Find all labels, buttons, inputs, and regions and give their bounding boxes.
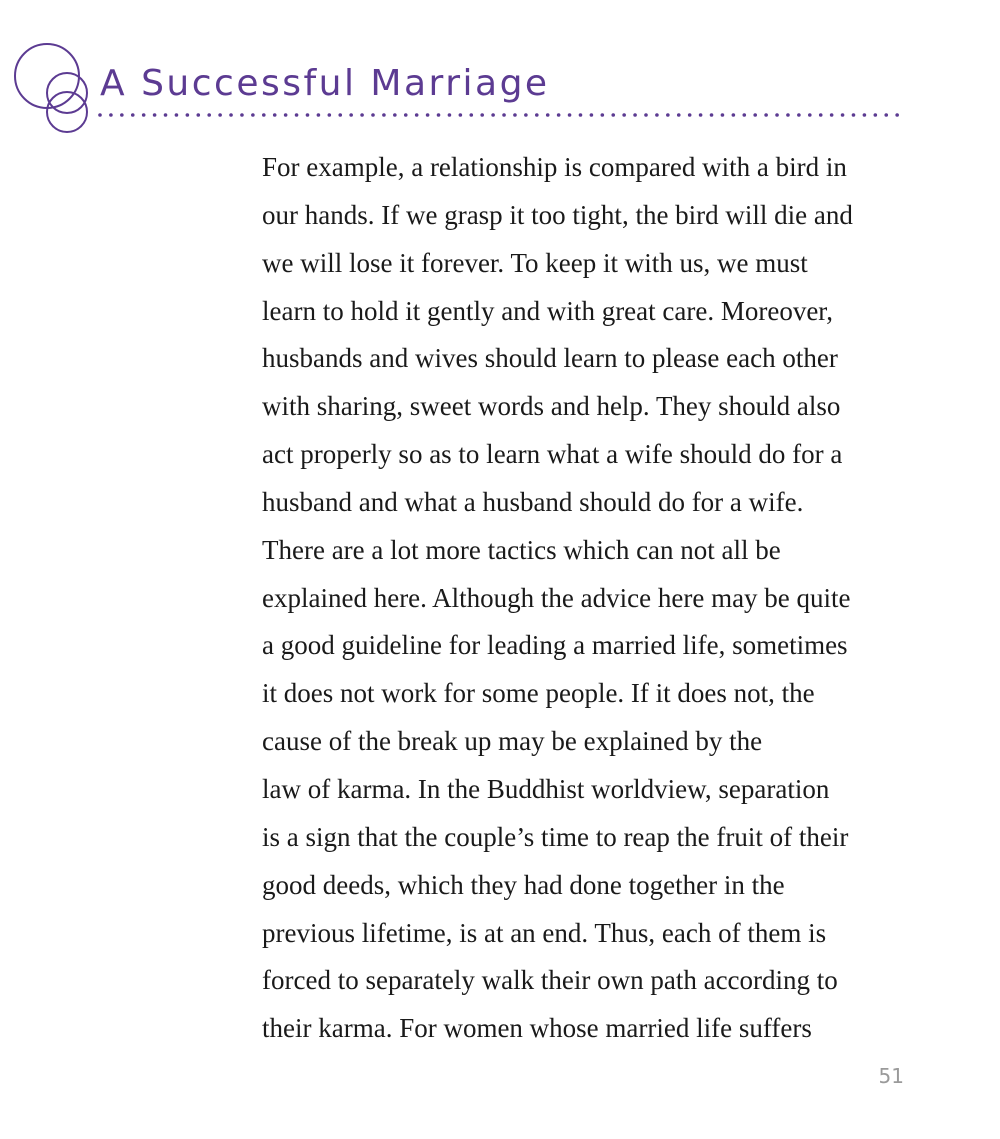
body-line: cause of the break up may be explained by the: [262, 726, 763, 757]
body-line: we will lose it forever. To keep it with us, we must: [262, 247, 808, 278]
body-line: There are a lot more tactics which can not all be: [262, 534, 781, 565]
body-line: previous lifetime, is at an end. Thus, each of them is: [262, 917, 827, 948]
body-line: learn to hold it gently and with great care. Moreover,: [262, 295, 833, 326]
body-line: with sharing, sweet words and help. They should also: [262, 391, 841, 422]
body-line: explained here. Although the advice here may be quite: [262, 582, 851, 613]
body-line: husband and what a husband should do for a wife.: [262, 486, 804, 517]
body-line: their karma. For women whose married life suffers: [262, 1013, 812, 1044]
body-line: law of karma. In the Buddhist worldview, separation: [262, 773, 830, 804]
body-paragraph: [262, 144, 922, 1053]
body-line: husbands and wives should learn to please each other: [262, 343, 838, 374]
page-title: A Successful Marriage: [100, 63, 550, 104]
body-line: it does not work for some people. If it does not, the: [262, 678, 815, 709]
dotted-divider: [98, 110, 900, 120]
body-line: our hands. If we grasp it too tight, the bird will die and: [262, 199, 853, 230]
body-line: act properly so as to learn what a wife should do for a: [262, 439, 843, 470]
body-line: a good guideline for leading a married life, sometimes: [262, 630, 848, 661]
body-line: good deeds, which they had done together in the: [262, 869, 785, 900]
page-number: 51: [878, 1064, 904, 1088]
body-line: forced to separately walk their own path according to: [262, 965, 838, 996]
body-line: is a sign that the couple’s time to reap the fruit of their: [262, 821, 849, 852]
body-line: For example, a relationship is compared with a bird in: [262, 152, 847, 182]
interlocking-circles-icon: [12, 38, 92, 138]
